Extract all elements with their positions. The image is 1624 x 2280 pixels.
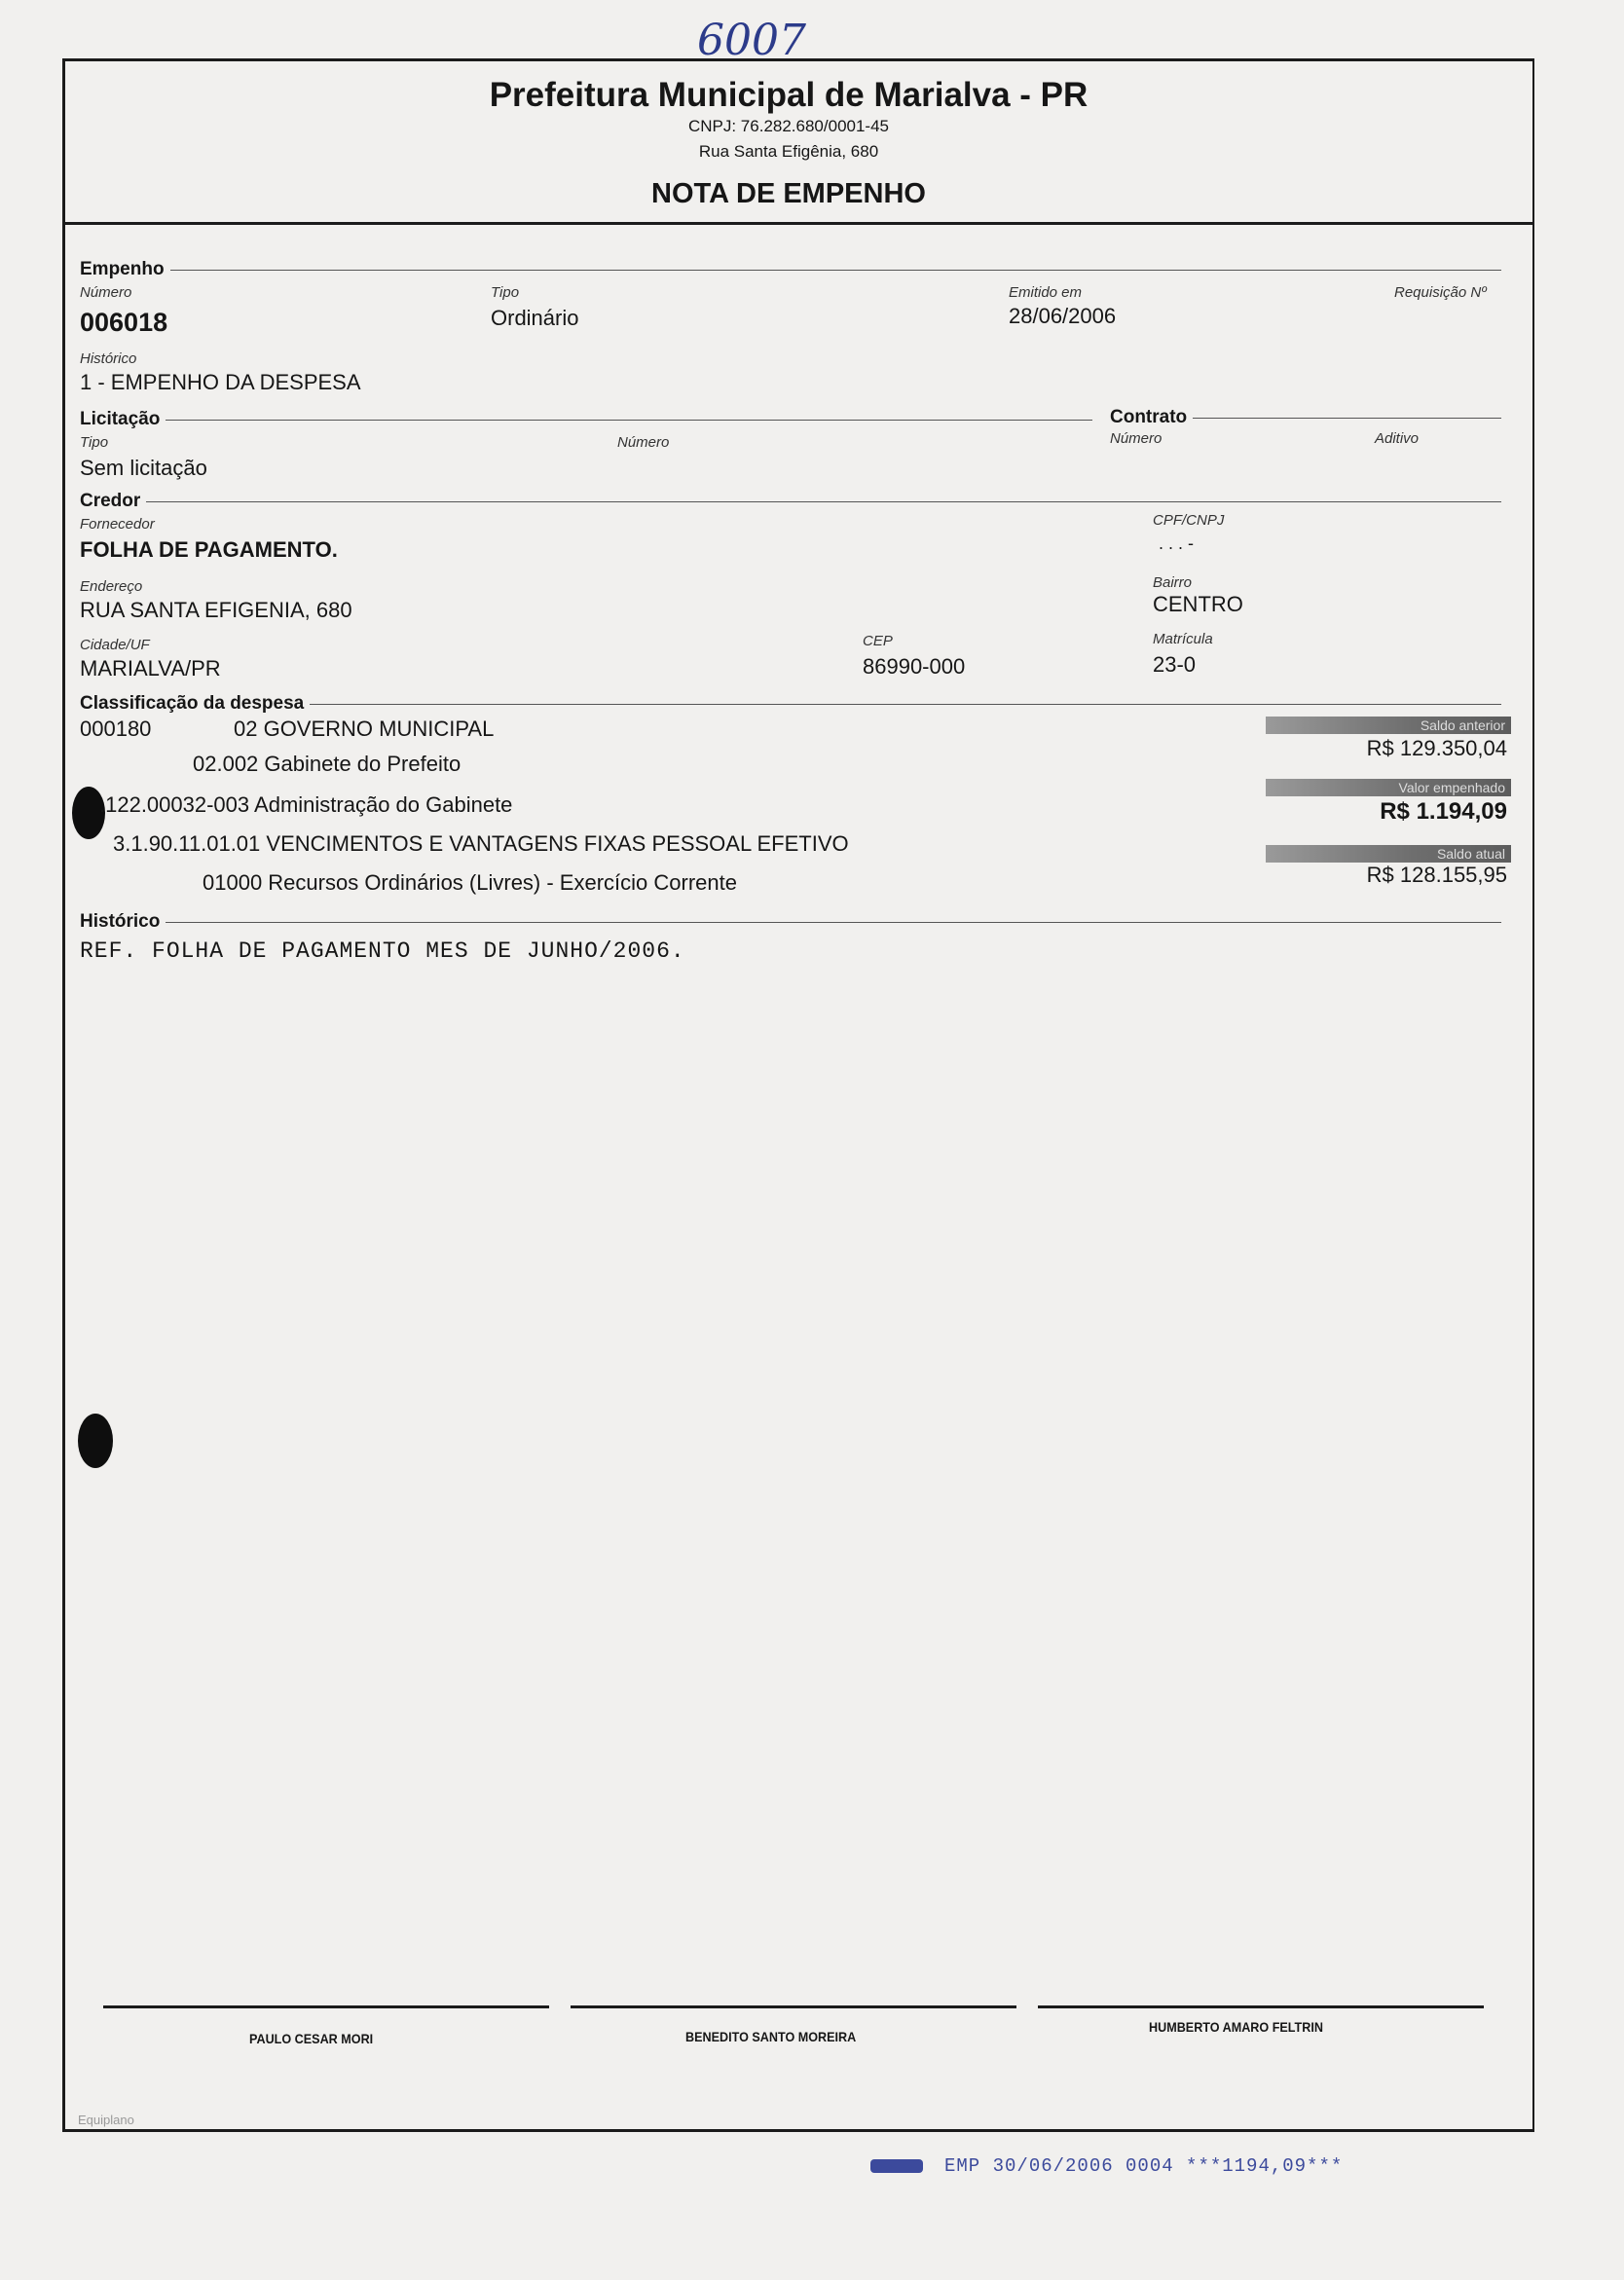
section-historico-title: Histórico bbox=[80, 911, 161, 932]
empenho-historico-label: Histórico bbox=[80, 350, 137, 367]
section-empenho-title: Empenho bbox=[80, 259, 165, 279]
matricula: 23-0 bbox=[1153, 652, 1197, 677]
matricula-label: Matrícula bbox=[1153, 631, 1213, 647]
classificacao-unidade: 02.002 Gabinete do Prefeito bbox=[193, 752, 461, 776]
signature-line-2 bbox=[571, 2005, 1016, 2008]
section-classificacao bbox=[80, 693, 1501, 715]
section-rule bbox=[166, 420, 1092, 421]
stamp-text: EMP 30/06/2006 0004 ***1194,09*** bbox=[944, 2155, 1344, 2177]
cidade-label: Cidade/UF bbox=[80, 637, 150, 653]
licitacao-numero-label: Número bbox=[617, 434, 670, 451]
cpf-label: CPF/CNPJ bbox=[1153, 512, 1225, 529]
section-licitacao-title: Licitação bbox=[80, 409, 161, 429]
licitacao-tipo-label: Tipo bbox=[80, 434, 109, 451]
bairro: CENTRO bbox=[1153, 592, 1243, 616]
cpf-value: . . . - bbox=[1159, 533, 1194, 553]
signature-name-3: HUMBERTO AMARO FELTRIN bbox=[1149, 2019, 1323, 2035]
section-contrato bbox=[1110, 407, 1501, 428]
historico-text: REF. FOLHA DE PAGAMENTO MES DE JUNHO/2006. bbox=[80, 938, 685, 964]
endereco: RUA SANTA EFIGENIA, 680 bbox=[80, 598, 352, 622]
header-divider bbox=[64, 222, 1532, 225]
section-rule bbox=[170, 270, 1501, 271]
classificacao-elemento: 3.1.90.11.01.01 VENCIMENTOS E VANTAGENS FIXAS PESSOAL EFETIVO bbox=[113, 831, 849, 856]
section-rule bbox=[1193, 418, 1501, 419]
cep: 86990-000 bbox=[863, 654, 966, 679]
section-rule bbox=[146, 501, 1501, 502]
address-text: Rua Santa Efigênia, 680 bbox=[698, 142, 879, 161]
saldo-anterior-label: Saldo anterior bbox=[1266, 717, 1511, 734]
requisicao-label: Requisição Nº bbox=[1394, 284, 1487, 301]
empenho-numero-label: Número bbox=[80, 284, 132, 301]
valor-empenhado-label: Valor empenhado bbox=[1266, 779, 1511, 796]
empenho-historico: 1 - EMPENHO DA DESPESA bbox=[80, 370, 361, 394]
cidade: MARIALVA/PR bbox=[80, 656, 221, 680]
section-classificacao-title: Classificação da despesa bbox=[80, 693, 305, 714]
document-title: NOTA DE EMPENHO bbox=[651, 178, 926, 209]
footer-brand: Equiplano bbox=[78, 2113, 134, 2127]
emitido-label: Emitido em bbox=[1009, 284, 1083, 301]
section-licitacao bbox=[80, 409, 1092, 430]
section-rule bbox=[166, 922, 1501, 923]
fornecedor: FOLHA DE PAGAMENTO. bbox=[80, 537, 338, 562]
mechanical-stamp bbox=[870, 2155, 1343, 2177]
cep-label: CEP bbox=[863, 633, 893, 649]
cnpj-text: CNPJ: 76.282.680/0001-45 bbox=[687, 117, 890, 135]
section-credor-title: Credor bbox=[80, 491, 141, 511]
section-rule bbox=[310, 704, 1501, 705]
bairro-label: Bairro bbox=[1153, 574, 1193, 591]
endereco-label: Endereço bbox=[80, 578, 143, 595]
valor-empenhado: R$ 1.194,09 bbox=[1380, 798, 1507, 825]
saldo-anterior: R$ 129.350,04 bbox=[1366, 736, 1507, 760]
contrato-numero-label: Número bbox=[1110, 430, 1163, 447]
handwritten-mark: 6007 bbox=[697, 16, 806, 65]
signature-line-3 bbox=[1038, 2005, 1484, 2008]
section-historico bbox=[80, 911, 1501, 933]
section-empenho bbox=[80, 259, 1501, 280]
classificacao-orgao: 02 GOVERNO MUNICIPAL bbox=[234, 717, 495, 741]
empenho-tipo-label: Tipo bbox=[491, 284, 520, 301]
classificacao-code: 000180 bbox=[80, 717, 152, 741]
empenho-tipo: Ordinário bbox=[491, 306, 579, 330]
classificacao-recurso: 01000 Recursos Ordinários (Livres) - Exercício Corrente bbox=[203, 870, 737, 895]
empenho-numero: 006018 bbox=[80, 308, 168, 337]
saldo-atual: R$ 128.155,95 bbox=[1366, 863, 1507, 887]
emitido-date: 28/06/2006 bbox=[1009, 304, 1117, 328]
contrato-aditivo-label: Aditivo bbox=[1375, 430, 1420, 447]
page-title: Prefeitura Municipal de Marialva - PR bbox=[489, 76, 1089, 114]
section-contrato-title: Contrato bbox=[1110, 407, 1188, 427]
classificacao-funcional: .122.00032-003 Administração do Gabinete bbox=[99, 792, 513, 817]
fornecedor-label: Fornecedor bbox=[80, 516, 155, 533]
licitacao-tipo: Sem licitação bbox=[80, 456, 207, 480]
signature-line-1 bbox=[103, 2005, 549, 2008]
signature-name-1: PAULO CESAR MORI bbox=[249, 2031, 374, 2046]
section-credor bbox=[80, 491, 1501, 512]
signature-name-2: BENEDITO SANTO MOREIRA bbox=[685, 2029, 857, 2044]
saldo-atual-label: Saldo atual bbox=[1266, 845, 1511, 863]
stamp-logo-icon bbox=[870, 2159, 923, 2173]
